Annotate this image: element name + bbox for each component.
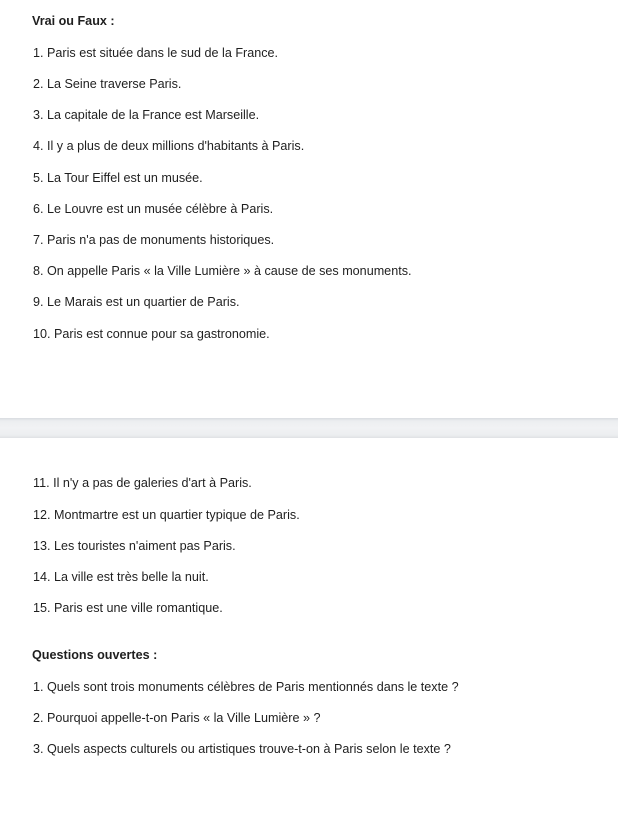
open-question: 2. Pourquoi appelle-t-on Paris « la Ville Lumière » ? xyxy=(33,711,321,725)
true-false-statement: 13. Les touristes n'aiment pas Paris. xyxy=(33,539,236,553)
open-question: 3. Quels aspects culturels ou artistiques trouve-t-on à Paris selon le texte ? xyxy=(33,742,451,756)
true-false-statement: 4. Il y a plus de deux millions d'habitants à Paris. xyxy=(33,139,305,153)
true-false-statement: 1. Paris est située dans le sud de la France. xyxy=(33,46,279,60)
true-false-statement: 5. La Tour Eiffel est un musée. xyxy=(33,171,203,185)
page-separator xyxy=(0,418,618,438)
document-page-2 xyxy=(0,438,618,836)
true-false-statement: 11. Il n'y a pas de galeries d'art à Paris. xyxy=(33,476,252,490)
vrai-ou-faux-heading: Vrai ou Faux : xyxy=(32,14,115,28)
true-false-statement: 3. La capitale de la France est Marseille. xyxy=(33,108,260,122)
true-false-statement: 2. La Seine traverse Paris. xyxy=(33,77,182,91)
true-false-statement: 12. Montmartre est un quartier typique de Paris. xyxy=(33,508,300,522)
true-false-statement: 9. Le Marais est un quartier de Paris. xyxy=(33,295,240,309)
true-false-statement: 14. La ville est très belle la nuit. xyxy=(33,570,209,584)
true-false-statement: 6. Le Louvre est un musée célèbre à Paris. xyxy=(33,202,274,216)
true-false-statement: 7. Paris n'a pas de monuments historiques. xyxy=(33,233,275,247)
true-false-statement: 8. On appelle Paris « la Ville Lumière » à cause de ses monuments. xyxy=(33,264,412,278)
true-false-statement: 10. Paris est connue pour sa gastronomie. xyxy=(33,327,270,341)
true-false-statement: 15. Paris est une ville romantique. xyxy=(33,601,223,615)
open-question: 1. Quels sont trois monuments célèbres de Paris mentionnés dans le texte ? xyxy=(33,680,459,694)
questions-ouvertes-heading: Questions ouvertes : xyxy=(32,648,158,662)
